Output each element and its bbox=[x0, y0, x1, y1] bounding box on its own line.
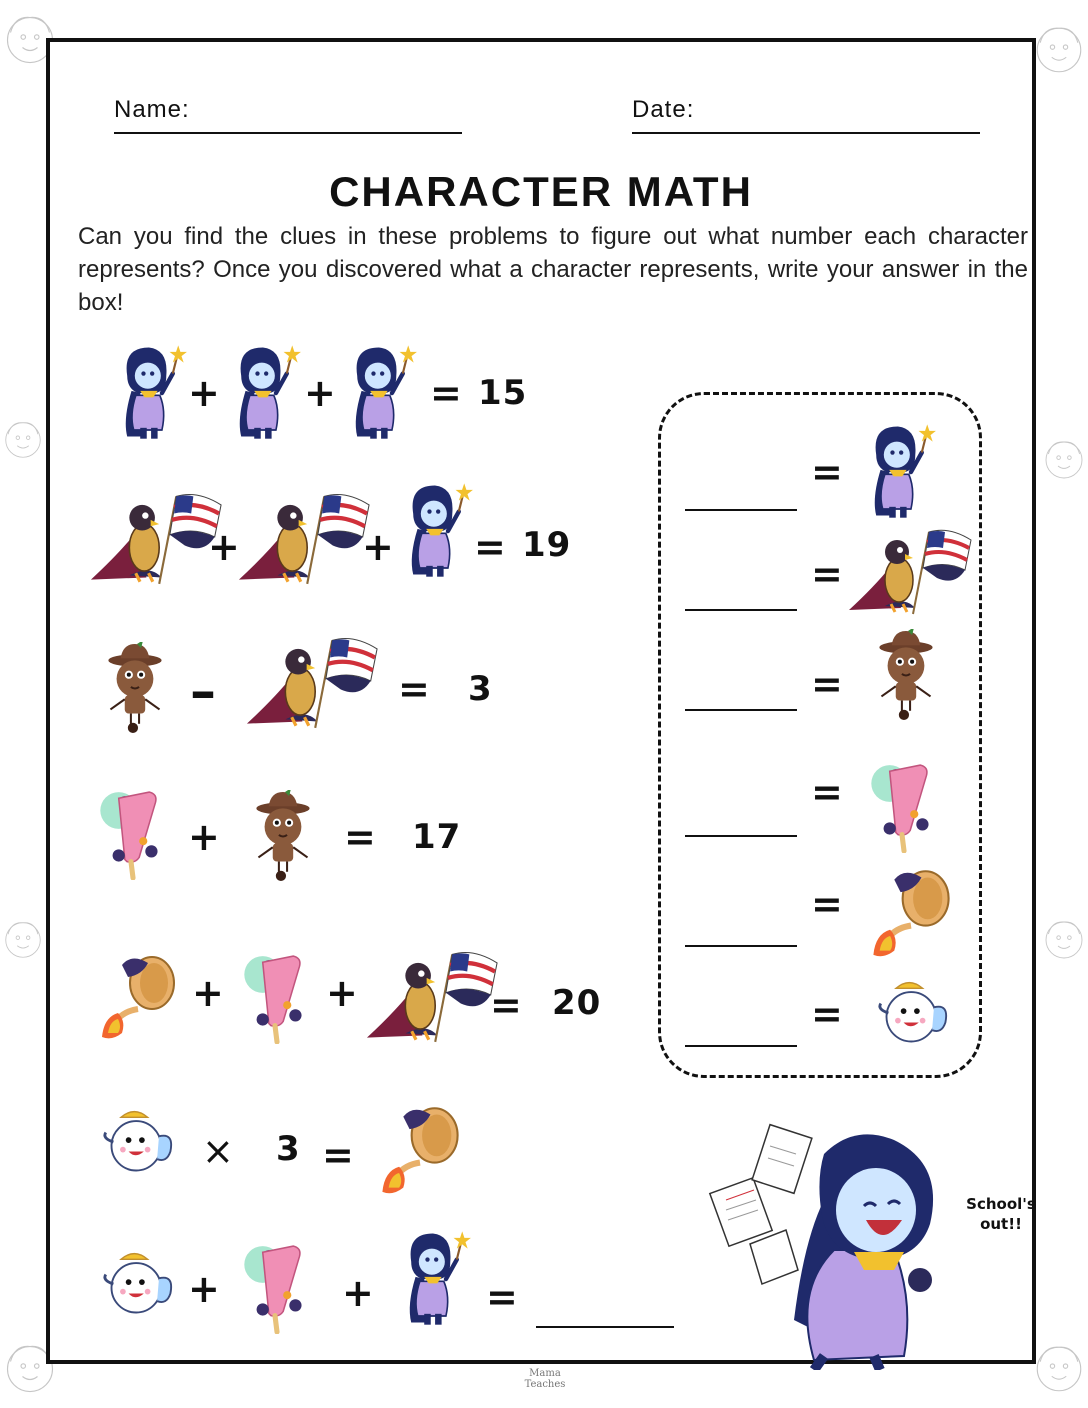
operator: + bbox=[326, 971, 358, 1015]
wizard-icon bbox=[226, 342, 302, 442]
answer-blank-wizard[interactable] bbox=[685, 509, 797, 511]
answer-blank-eagle[interactable] bbox=[685, 609, 797, 611]
acorn-scout-icon bbox=[871, 629, 943, 721]
footer-logo: Mama Teaches bbox=[524, 1368, 566, 1390]
date-field[interactable] bbox=[632, 132, 980, 134]
teapot-icon bbox=[102, 1246, 178, 1322]
wizard-icon bbox=[112, 342, 188, 442]
background-doodle bbox=[0, 900, 46, 980]
problem-number: 3 bbox=[276, 1129, 301, 1169]
operator: = bbox=[490, 983, 522, 1027]
background-doodle bbox=[1030, 1330, 1088, 1408]
speech-line-1: School's bbox=[966, 1195, 1036, 1213]
flying-papers bbox=[710, 1125, 812, 1284]
popsicle-icon bbox=[240, 952, 312, 1044]
worksheet bbox=[46, 38, 1036, 1364]
answer-blank-teapot[interactable] bbox=[685, 1045, 797, 1047]
answer-blank-acorn[interactable] bbox=[685, 709, 797, 711]
popsicle-icon bbox=[867, 761, 939, 853]
operator: = bbox=[474, 525, 506, 569]
eagle-flag-icon bbox=[234, 490, 374, 586]
pancake-icon bbox=[378, 1102, 462, 1196]
problem-result: 19 bbox=[522, 525, 572, 565]
equals-sign: = bbox=[811, 450, 843, 494]
operator: + bbox=[362, 525, 394, 569]
operator: + bbox=[188, 815, 220, 859]
problem-result: 17 bbox=[412, 817, 462, 857]
final-answer-blank[interactable] bbox=[536, 1326, 674, 1328]
name-field[interactable] bbox=[114, 132, 462, 134]
operator: = bbox=[430, 371, 462, 415]
wizard-icon bbox=[342, 342, 418, 442]
problem-result: 3 bbox=[468, 669, 493, 709]
eagle-flag-icon bbox=[86, 490, 226, 586]
equals-sign: = bbox=[811, 992, 843, 1036]
operator: + bbox=[208, 525, 240, 569]
equals-sign: = bbox=[811, 770, 843, 814]
pancake-icon bbox=[869, 865, 953, 959]
schools-out-character-illustration bbox=[704, 1120, 954, 1370]
wizard-icon bbox=[398, 480, 474, 580]
equals-sign: = bbox=[811, 662, 843, 706]
operator: = bbox=[322, 1133, 354, 1177]
answer-key-box bbox=[658, 392, 982, 1078]
name-label: Name: bbox=[114, 96, 190, 123]
equals-sign: = bbox=[811, 552, 843, 596]
operator: = bbox=[344, 815, 376, 859]
instructions: Can you find the clues in these problems to figure out what number each character represents? Once you discovered what a character represents, write your answer in the box! bbox=[78, 223, 1028, 316]
operator: – bbox=[190, 662, 216, 722]
answer-blank-popsicle[interactable] bbox=[685, 835, 797, 837]
teapot-icon bbox=[102, 1104, 178, 1180]
operator: + bbox=[342, 1271, 374, 1315]
operator: + bbox=[188, 1267, 220, 1311]
operator: = bbox=[398, 667, 430, 711]
problem-result: 20 bbox=[552, 983, 602, 1023]
operator: + bbox=[192, 971, 224, 1015]
problem-result: 15 bbox=[478, 373, 528, 413]
background-doodle bbox=[1040, 420, 1088, 500]
popsicle-icon bbox=[96, 788, 168, 880]
operator: × bbox=[202, 1129, 234, 1173]
speech-line-2: out!! bbox=[980, 1215, 1022, 1233]
acorn-scout-icon bbox=[100, 642, 172, 734]
equals-sign: = bbox=[811, 882, 843, 926]
operator: = bbox=[486, 1275, 518, 1319]
acorn-scout-icon bbox=[248, 790, 320, 882]
speech-bubble bbox=[966, 1194, 1036, 1234]
teapot-icon bbox=[877, 975, 953, 1051]
eagle-flag-icon bbox=[845, 525, 975, 617]
answer-blank-pancake[interactable] bbox=[685, 945, 797, 947]
eagle-flag-icon bbox=[362, 948, 502, 1044]
operator: + bbox=[188, 371, 220, 415]
popsicle-icon bbox=[240, 1242, 312, 1334]
wizard-icon bbox=[861, 421, 937, 521]
operator: + bbox=[304, 371, 336, 415]
background-doodle bbox=[0, 400, 46, 480]
pancake-icon bbox=[98, 950, 178, 1042]
eagle-flag-icon bbox=[242, 634, 382, 730]
date-label: Date: bbox=[632, 96, 695, 123]
background-doodle bbox=[1030, 10, 1088, 90]
background-doodle bbox=[1040, 900, 1088, 980]
page-title: CHARACTER MATH bbox=[329, 168, 753, 215]
wizard-icon bbox=[396, 1228, 472, 1328]
